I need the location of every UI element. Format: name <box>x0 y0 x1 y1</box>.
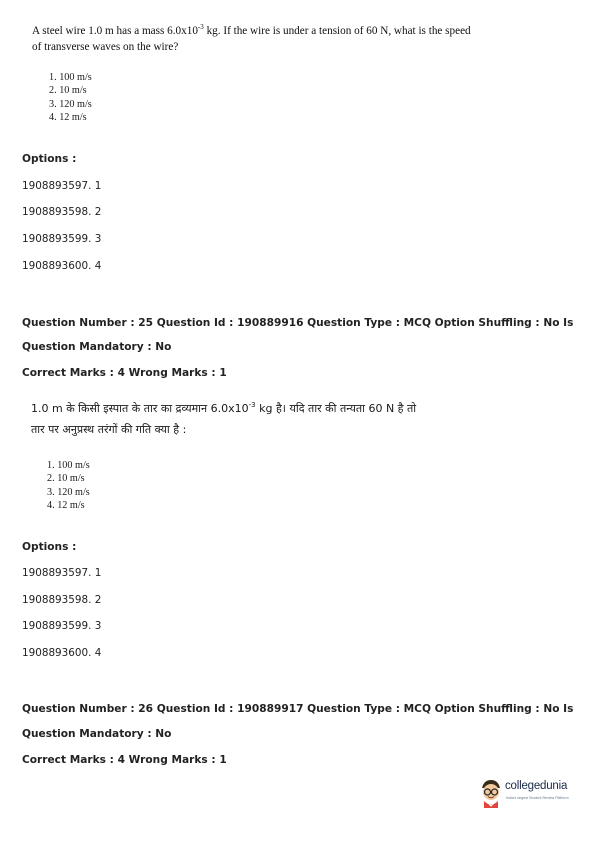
question-25-header: Question Number : 25 Question Id : 190889916 Question Type : MCQ Option Shuffling : No Is <box>22 317 574 329</box>
question-25-option-id-3: 1908893599. 3 <box>22 620 102 632</box>
question-25-hindi-text <box>31 398 471 440</box>
question-24-option-4: 4. 12 m/s <box>49 111 87 123</box>
question-25-option-id-4: 1908893600. 4 <box>22 647 102 659</box>
question-24-option-id-2: 1908893598. 2 <box>22 206 102 218</box>
mascot-icon <box>478 778 504 808</box>
question-24-text-post: kg. If the wire is under a tension of 60 N, what is the speed of transverse waves on the wire? <box>32 25 471 53</box>
question-25-option-1: 1. 100 m/s <box>47 460 90 471</box>
question-25-hindi-line-2: तार पर अनुप्रस्थ तरंगों की गति क्या है : <box>31 423 187 436</box>
question-25-option-id-2: 1908893598. 2 <box>22 594 102 606</box>
question-24-exponent: -3 <box>197 23 204 31</box>
question-25-hindi-post: kg है। यदि तार की तन्यता 60 N है तो <box>255 402 417 415</box>
question-25-option-id-1: 1908893597. 1 <box>22 567 102 579</box>
question-24-option-2: 2. 10 m/s <box>49 85 87 97</box>
logo-tagline: India's largest Student Review Platform <box>506 796 569 800</box>
question-25-options-label: Options : <box>22 541 77 553</box>
question-25-marks: Correct Marks : 4 Wrong Marks : 1 <box>22 367 227 379</box>
question-25-option-2: 2. 10 m/s <box>47 473 85 485</box>
question-25-exponent: -3 <box>248 401 256 409</box>
question-24-option-id-3: 1908893599. 3 <box>22 233 102 245</box>
question-26-header: Question Number : 26 Question Id : 190889917 Question Type : MCQ Option Shuffling : No Is <box>22 703 574 715</box>
question-25-hindi-line-1 <box>31 398 471 419</box>
question-24-option-1: 1. 100 m/s <box>49 72 92 83</box>
logo-name: collegedunia <box>505 780 568 792</box>
question-24-option-3: 3. 120 m/s <box>49 98 92 110</box>
question-25-hindi-pre: 1.0 m के किसी इस्पात के तार का द्रव्यमान 6.0x10 <box>31 402 249 415</box>
question-24-options-label: Options : <box>22 153 77 165</box>
question-25-option-list <box>47 459 90 512</box>
question-24-option-list <box>49 71 92 124</box>
question-24-option-id-1: 1908893597. 1 <box>22 180 102 192</box>
question-24-option-id-4: 1908893600. 4 <box>22 260 102 272</box>
question-25-mandatory: Question Mandatory : No <box>22 341 172 353</box>
question-26-marks: Correct Marks : 4 Wrong Marks : 1 <box>22 754 227 766</box>
question-24-text-pre: A steel wire 1.0 m has a mass 6.0x10 <box>32 25 198 37</box>
question-25-option-3: 3. 120 m/s <box>47 486 90 498</box>
question-24-text <box>32 23 472 55</box>
question-25-option-4: 4. 12 m/s <box>47 499 85 511</box>
collegedunia-logo <box>478 776 583 818</box>
question-26-mandatory: Question Mandatory : No <box>22 728 172 740</box>
